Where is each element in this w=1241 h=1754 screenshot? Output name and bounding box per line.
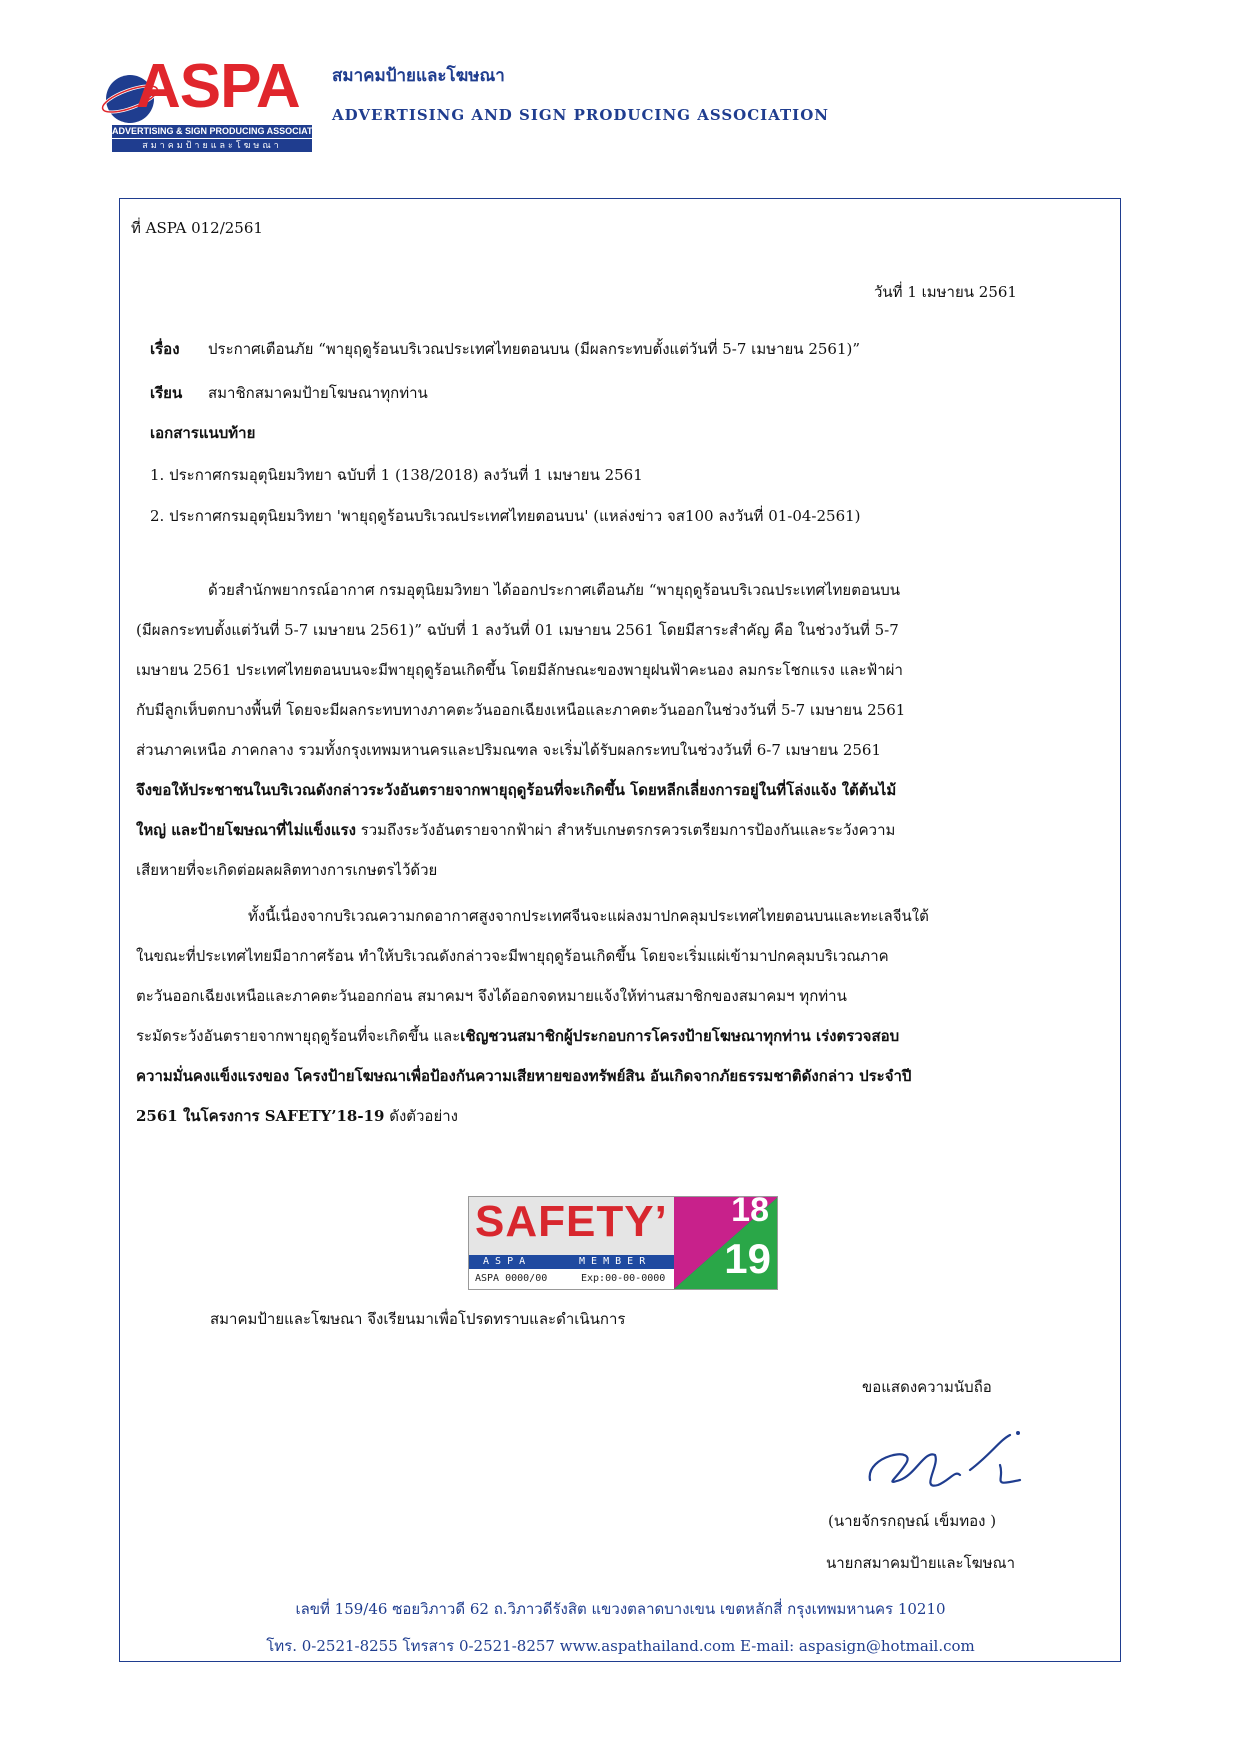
closing-line: สมาคมป้ายและโฆษณา จึงเรียนมาเพื่อโปรดทราบและดำเนินการ <box>210 1310 626 1328</box>
paragraph-line: (มีผลกระทบตั้งแต่วันที่ 5-7 เมษายน 2561)” ฉบับที่ 1 ลงวันที่ 01 เมษายน 2561 โดยมีสาระสำคัญ คือ ในช่วงวันที่ 5-7 <box>136 621 899 639</box>
paragraph-line: ในขณะที่ประเทศไทยมีอากาศร้อน ทำให้บริเวณดังกล่าวจะมีพายุฤดูร้อนเกิดขึ้น โดยจะเริ่มแผ่เข้ามาปกคลุมบริเวณภาค <box>136 947 889 965</box>
logo-wordmark <box>136 51 300 122</box>
signer-name: (นายจักรกฤษณ์ เข็มทอง ) <box>828 1512 997 1530</box>
subject-label: เรื่อง <box>150 340 180 358</box>
safety-badge <box>468 1196 778 1290</box>
footer-address: เลขที่ 159/46 ซอยวิภาวดี 62 ถ.วิภาวดีรังสิต แขวงตลาดบางเขน เขตหลักสี่ กรุงเทพมหานคร 10210 <box>295 1600 946 1618</box>
paragraph-text: ดังตัวอย่าง <box>384 1107 458 1125</box>
badge-year-bottom: 19 <box>724 1235 771 1282</box>
attachment-item: 1. ประกาศกรมอุตุนิยมวิทยา ฉบับที่ 1 (138/2018) ลงวันที่ 1 เมษายน 2561 <box>150 466 643 484</box>
invitation-text: เชิญชวนสมาชิกผู้ประกอบการโครงป้ายโฆษณาทุกท่าน เร่งตรวจสอบ <box>460 1027 900 1045</box>
paragraph-text: รวมถึงระวังอันตรายจากฟ้าผ่า สำหรับเกษตรกรควรเตรียมการป้องกันและระวังความ <box>355 821 896 839</box>
logo-band-en: ADVERTISING & SIGN PRODUCING ASSOCIATION <box>112 126 329 136</box>
paragraph-invitation <box>136 896 1104 1136</box>
letter-date: วันที่ 1 เมษายน 2561 <box>874 283 1017 301</box>
badge-year-top: 18 <box>731 1196 769 1229</box>
badge-code-row <box>469 1269 674 1289</box>
aspa-logo <box>100 52 329 155</box>
signature-icon <box>860 1425 1050 1505</box>
paragraph-line: เสียหายที่จะเกิดต่อผลผลิตทางการเกษตรไว้ด้วย <box>136 861 438 879</box>
badge-expiry: Exp:00-00-0000 <box>581 1273 666 1284</box>
paragraph-line-bold: ความมั่นคงแข็งแรงของ โครงป้ายโฆษณาเพื่อป้องกันความเสียหายของทรัพย์สิน อันเกิดจากภัยธรรมชาติดังกล่าว ประจำปี <box>136 1067 912 1085</box>
badge-member-text: M E M B E R <box>579 1256 646 1267</box>
project-name: 2561 ในโครงการ SAFETY’18-19 <box>136 1107 385 1125</box>
reference-number: ที่ ASPA 012/2561 <box>131 219 263 237</box>
signer-title: นายกสมาคมป้ายและโฆษณา <box>826 1554 1016 1572</box>
salutation-text: สมาชิกสมาคมป้ายโฆษณาทุกท่าน <box>208 384 428 402</box>
paragraph-line: เมษายน 2561 ประเทศไทยตอนบนจะมีพายุฤดูร้อนเกิดขึ้น โดยมีลักษณะของพายุฝนฟ้าคะนอง ลมกระโชกแรง และฟ้าผ่า <box>136 661 903 679</box>
org-name-english: ADVERTISING AND SIGN PRODUCING ASSOCIATION <box>332 106 829 124</box>
paragraph-line: ตะวันออกเฉียงเหนือและภาคตะวันออกก่อน สมาคมฯ จึงได้ออกจดหมายแจ้งให้ท่านสมาชิกของสมาคมฯ ทุกท่าน <box>136 987 847 1005</box>
paragraph-line <box>136 810 1104 850</box>
paragraph-line <box>136 1096 1104 1136</box>
paragraph-line: ส่วนภาคเหนือ ภาคกลาง รวมทั้งกรุงเทพมหานครและปริมณฑล จะเริ่มได้รับผลกระทบในช่วงวันที่ 6-7 เมษายน 2561 <box>136 741 881 759</box>
paragraph-line: กับมีลูกเห็บตกบางพื้นที่ โดยจะมีผลกระทบทางภาคตะวันออกเฉียงเหนือและภาคตะวันออกในช่วงวันที่ 5-7 เมษายน 2561 <box>136 701 906 719</box>
attachments-label: เอกสารแนบท้าย <box>150 424 256 442</box>
sign-off: ขอแสดงความนับถือ <box>862 1378 992 1396</box>
badge-aspa-text: A S P A <box>483 1256 526 1267</box>
badge-code: ASPA 0000/00 <box>475 1273 548 1284</box>
paragraph-announcement <box>136 570 1104 890</box>
logo-letters: ASPA <box>136 52 300 121</box>
badge-safety-word: SAFETY’ <box>475 1197 668 1246</box>
paragraph-line: ด้วยสำนักพยากรณ์อากาศ กรมอุตุนิยมวิทยา ได้ออกประกาศเตือนภัย “พายุฤดูร้อนบริเวณประเทศไทยตอนบน <box>208 581 900 599</box>
org-name-thai: สมาคมป้ายและโฆษณา <box>332 66 505 86</box>
letterhead <box>0 0 1241 180</box>
paragraph-line-warning: จึงขอให้ประชาชนในบริเวณดังกล่าวระวังอันตรายจากพายุฤดูร้อนที่จะเกิดขึ้น โดยหลีกเลี่ยงการอยู่ในที่โล่งแจ้ง ใต้ต้นไม้ <box>136 781 897 799</box>
paragraph-line <box>136 1016 1104 1056</box>
attachment-item: 2. ประกาศกรมอุตุนิยมวิทยา 'พายุฤดูร้อนบริเวณประเทศไทยตอนบน' (แหล่งข่าว จส100 ลงวันที่ 01-04-2561) <box>150 507 861 525</box>
logo-band-th: สมาคมป้ายและโฆษณา <box>112 139 312 152</box>
badge-aspa-row <box>469 1255 674 1269</box>
paragraph-text: ระมัดระวังอันตรายจากพายุฤดูร้อนที่จะเกิดขึ้น และ <box>136 1027 461 1045</box>
paragraph-line: ทั้งนี้เนื่องจากบริเวณความกดอากาศสูงจากประเทศจีนจะแผ่ลงมาปกคลุมประเทศไทยตอนบนและทะเลจีนใต้ <box>248 907 929 925</box>
salutation-label: เรียน <box>150 384 183 402</box>
footer-contact: โทร. 0-2521-8255 โทรสาร 0-2521-8257 www.aspathailand.com E-mail: aspasign@hotmail.com <box>266 1637 975 1655</box>
subject-text: ประกาศเตือนภัย “พายุฤดูร้อนบริเวณประเทศไทยตอนบน (มีผลกระทบตั้งแต่วันที่ 5-7 เมษายน 2561)” <box>208 340 861 358</box>
warning-text: ใหญ่ และป้ายโฆษณาที่ไม่แข็งแรง <box>136 821 356 839</box>
